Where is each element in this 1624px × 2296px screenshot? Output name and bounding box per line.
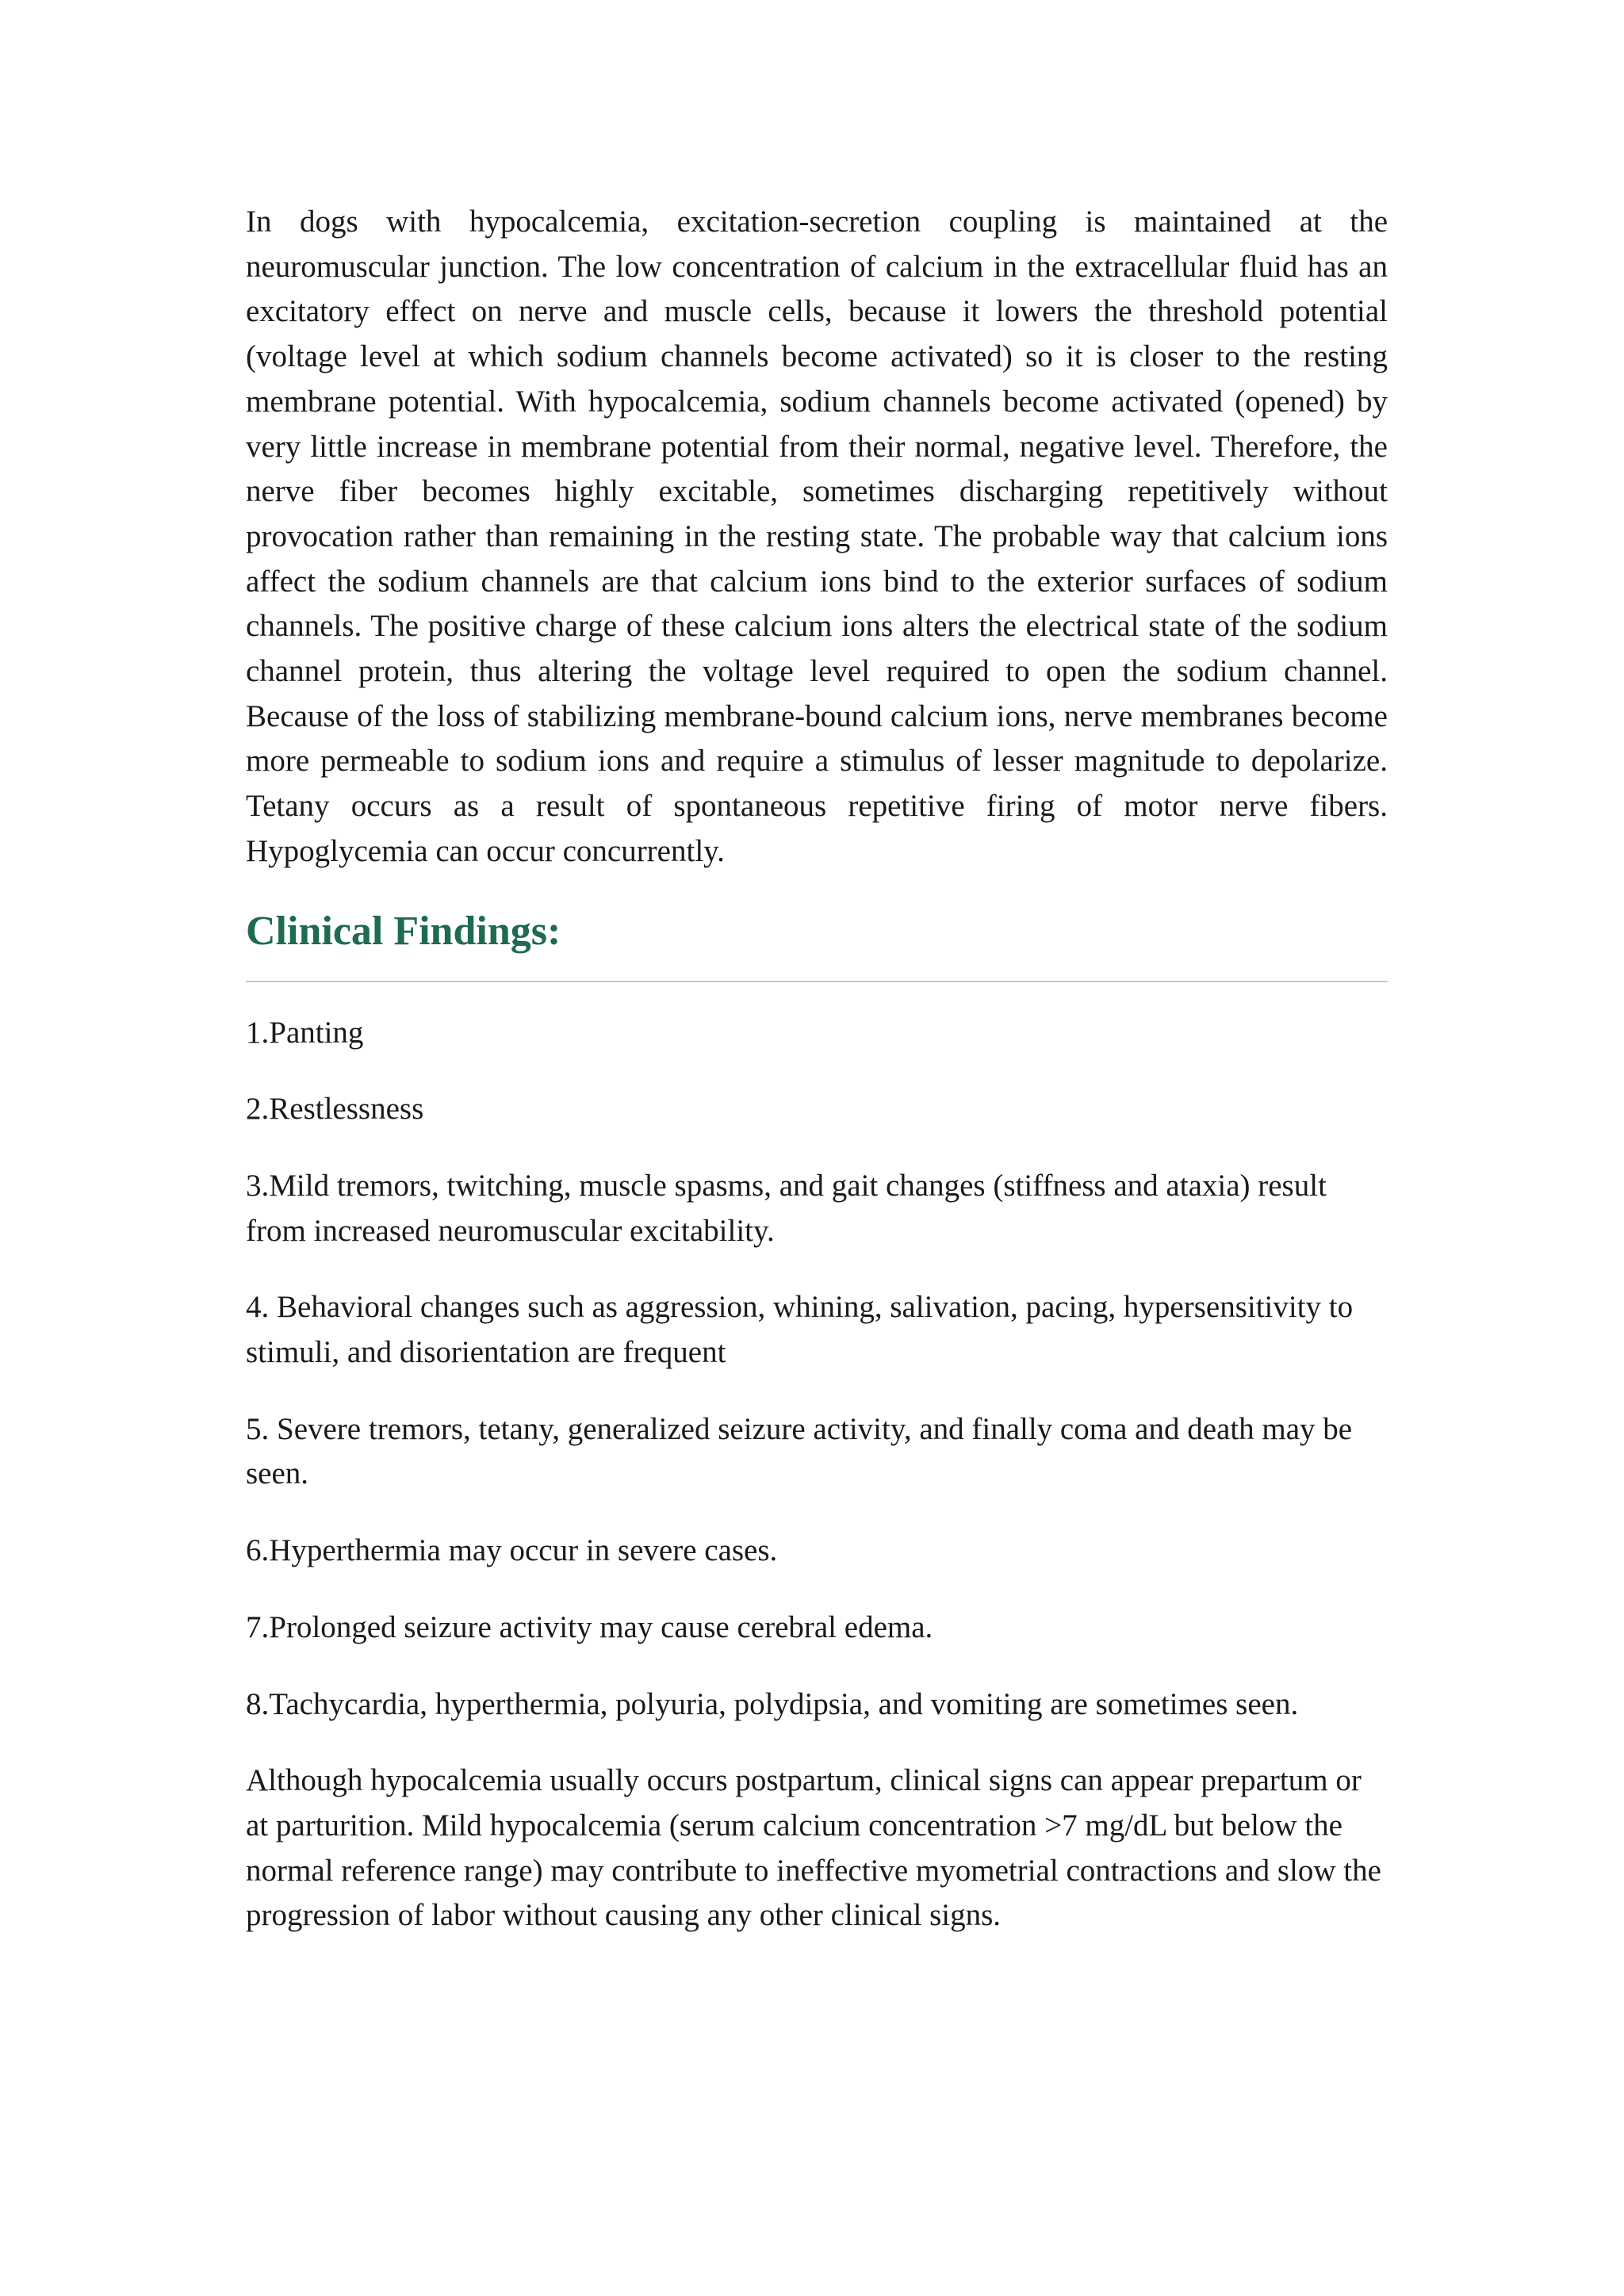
closing-paragraph: Although hypocalcemia usually occurs postpartum, clinical signs can appear prepartum or at parturition. Mild hypocalcemia (serum calcium concentration >7 mg/dL but below the normal reference range) may contribute to ineffective myometrial contractions and slow the progression of labor without causing any other clinical signs. [246, 1763, 1381, 1933]
section-heading-clinical-findings: Clinical Findings: [246, 908, 561, 954]
finding-item: 5. Severe tremors, tetany, generalized seizure activity, and finally coma and death may be seen. [246, 1411, 1353, 1491]
heading-divider [246, 981, 1388, 982]
finding-item: 6.Hyperthermia may occur in severe cases. [246, 1533, 778, 1568]
finding-item: 4. Behavioral changes such as aggression, whining, salivation, pacing, hypersensitivity to stimuli, and disorientation are frequent [246, 1290, 1354, 1370]
finding-item: 8.Tachycardia, hyperthermia, polyuria, polydipsia, and vomiting are sometimes seen. [246, 1686, 1299, 1721]
finding-item: 1.Panting [246, 1015, 364, 1050]
clinical-findings-list [246, 1011, 1388, 1728]
finding-item: 2.Restlessness [246, 1092, 424, 1127]
finding-item: 3.Mild tremors, twitching, muscle spasms, and gait changes (stiffness and ataxia) result from increased neuromuscular excitability. [246, 1168, 1327, 1248]
finding-item: 7.Prolonged seizure activity may cause cerebral edema. [246, 1609, 933, 1644]
document-page [246, 200, 1388, 1969]
intro-paragraph: In dogs with hypocalcemia, excitation-secretion coupling is maintained at the neuromuscular junction. The low concentration of calcium in the extracellular fluid has an excitatory effect on nerve and muscle cells, because it lowers the threshold potential (voltage level at which sodium channels become activated) so it is closer to the resting membrane potential. With hypocalcemia, sodium channels become activated (opened) by very little increase in membrane potential from their normal, negative level. Therefore, the nerve fiber becomes highly excitable, sometimes discharging repetitively without provocation rather than remaining in the resting state. The probable way that calcium ions affect the sodium channels are that calcium ions bind to the exterior surfaces of sodium channels. The positive charge of these calcium ions alters the electrical state of the sodium channel protein, thus altering the voltage level required to open the sodium channel. Because of the loss of stabilizing membrane-bound calcium ions, nerve membranes become more permeable to sodium ions and require a stimulus of lesser magnitude to depolarize. Tetany occurs as a result of spontaneous repetitive firing of motor nerve fibers. Hypoglycemia can occur concurrently. [246, 205, 1388, 868]
